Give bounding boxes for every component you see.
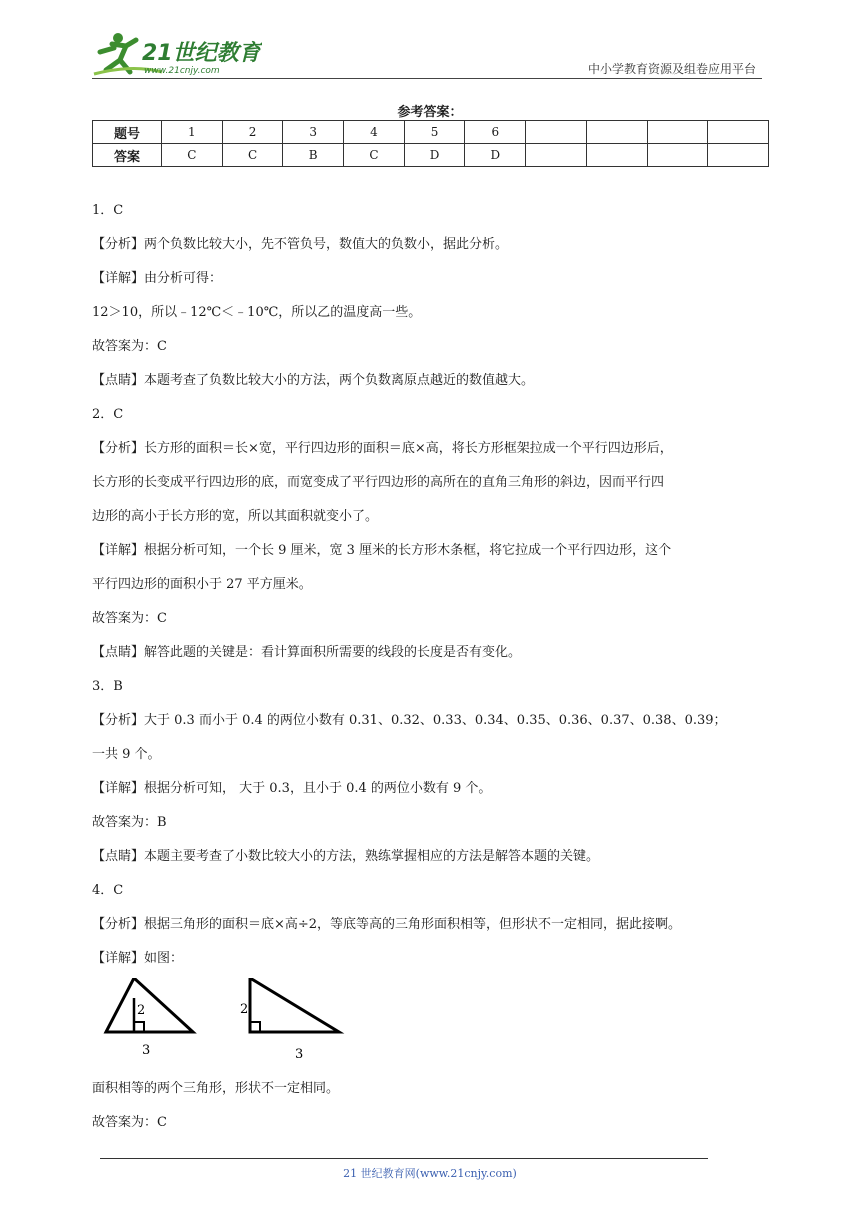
row-label-number: 题号 [93,121,162,144]
triangle-1-height-label: 2 [137,1003,146,1018]
table-cell: 2 [222,121,283,144]
table-cell: C [222,144,283,167]
q2-analysis-line: 长方形的长变成平行四边形的底，而宽变成了平行四边形的高所在的直角三角形的斜边，因而平行四 [92,475,665,490]
q2-detail-line: 平行四边形的面积小于 27 平方厘米。 [92,577,312,592]
q4-answer: 故答案为：C [92,1115,167,1130]
q2-comment: 【点睛】解答此题的关键是：看计算面积所需要的线段的长度是否有变化。 [92,645,522,660]
answer-key-table [92,120,769,167]
table-cell: B [283,144,344,167]
table-cell: C [344,144,405,167]
table-cell: D [465,144,526,167]
q2-analysis-line: 边形的高小于长方形的宽，所以其面积就变小了。 [92,509,379,524]
triangles-diagram [92,978,352,1070]
table-cell: D [404,144,465,167]
q1-detail-2: 12＞10，所以﹣12℃＜﹣10℃，所以乙的温度高一些。 [92,305,422,320]
table-cell: 5 [404,121,465,144]
q4-number: 4．C [92,883,124,898]
table-cell [647,121,708,144]
triangle-1 [106,978,193,1032]
table-cell: 3 [283,121,344,144]
triangle-2-base-label: 3 [295,1047,304,1062]
q2-number: 2．C [92,407,124,422]
triangle-2 [250,978,339,1032]
triangle-1-base-label: 3 [142,1043,151,1058]
table-row [93,121,769,144]
q2-answer: 故答案为：C [92,611,167,626]
logo-url-text: www.21cnjy.com [144,66,220,76]
solutions-body [92,194,772,1140]
footer-divider [100,1158,708,1159]
q1-detail: 【详解】由分析可得： [92,271,223,286]
table-cell [708,121,769,144]
table-cell [526,121,587,144]
page-header [92,30,762,80]
footer-text: 21 世纪教育网(www.21cnjy.com) [343,1167,517,1180]
q3-answer: 故答案为：B [92,815,167,830]
site-logo [92,30,262,78]
q1-answer: 故答案为：C [92,339,167,354]
logo-text: 21世纪教育 [142,41,261,66]
triangle-figure [92,978,772,1070]
q1-number: 1．C [92,203,124,218]
table-cell [526,144,587,167]
table-cell [647,144,708,167]
table-cell: C [162,144,223,167]
q3-detail: 【详解】根据分析可知， 大于 0.3，且小于 0.4 的两位小数有 9 个。 [92,781,492,796]
q2-analysis-line: 【分析】长方形的面积＝长×宽，平行四边形的面积＝底×高，将长方形框架拉成一个平行四边形后， [92,441,673,456]
row-label-answer: 答案 [93,144,162,167]
q2-detail-line: 【详解】根据分析可知，一个长 9 厘米，宽 3 厘米的长方形木条框，将它拉成一个平行四边形，这个 [92,543,672,558]
header-divider [92,78,762,79]
q3-comment: 【点睛】本题主要考查了小数比较大小的方法，熟练掌握相应的方法是解答本题的关键。 [92,849,600,864]
q4-analysis: 【分析】根据三角形的面积＝底×高÷2，等底等高的三角形面积相等，但形状不一定相同，据此接啊。 [92,917,682,932]
q4-detail: 【详解】如图： [92,951,184,966]
q3-analysis-line: 【分析】大于 0.3 而小于 0.4 的两位小数有 0.31、0.32、0.33、0.34、0.35、0.36、0.37、0.38、0.39； [92,713,727,728]
q3-analysis-line: 一共 9 个。 [92,747,161,762]
table-row [93,144,769,167]
q4-conclusion: 面积相等的两个三角形，形状不一定相同。 [92,1081,340,1096]
platform-name: 中小学教育资源及组卷应用平台 [587,62,756,76]
table-cell: 4 [344,121,405,144]
table-cell: 1 [162,121,223,144]
table-cell: 6 [465,121,526,144]
q3-number: 3．B [92,679,123,694]
table-cell [586,121,647,144]
triangle-2-height-label: 2 [240,1002,249,1017]
table-cell [586,144,647,167]
q1-analysis: 【分析】两个负数比较大小，先不管负号，数值大的负数小，据此分析。 [92,237,509,252]
table-cell [708,144,769,167]
answer-key-title: 参考答案： [397,105,463,120]
q1-comment: 【点睛】本题考查了负数比较大小的方法，两个负数离原点越近的数值越大。 [92,373,535,388]
